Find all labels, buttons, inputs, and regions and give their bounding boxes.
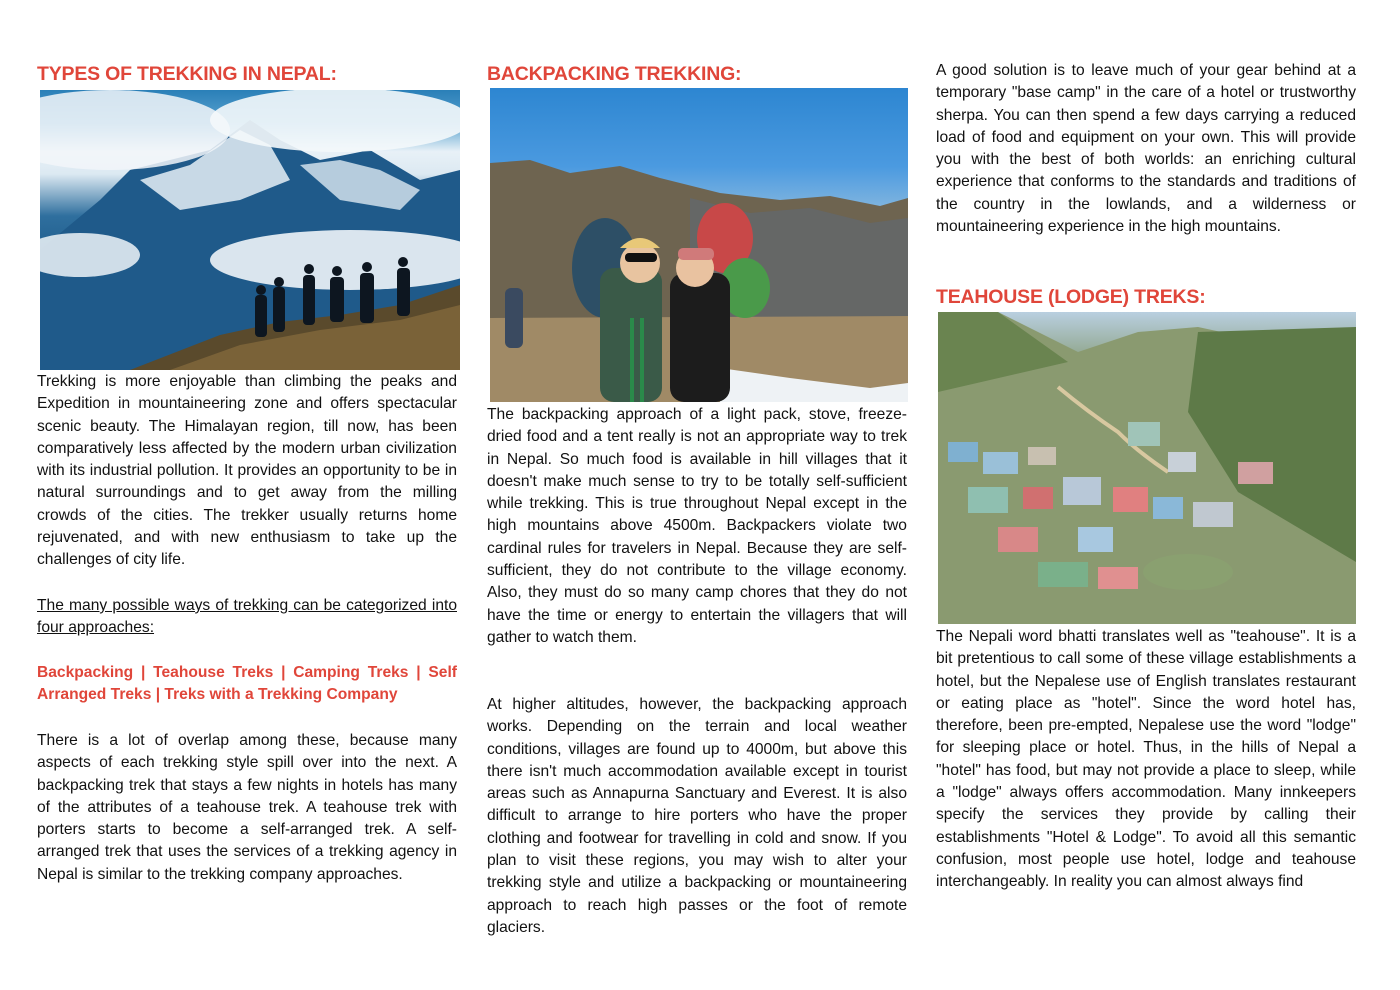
paragraph-bhatti-teahouse: The Nepali word bhatti translates well as "teahouse". It is a bit pretentious to call some of these village establishments a hotel, but the Nepalese use of English translates restaurant or eating place as "hotel". Since the word hotel has, therefore, been pre-empted, Nepalese use the word "lodge" for sleeping place or hotel. Thus, in the hills of Nepal a "hotel" has food, but may not provide a place to sleep, while a "lodge" always offers accommodation. Many innkeepers specify the services they provide by calling their establishments "Hotel & Lodge". To avoid all this semantic confusion, most people use hotel, lodge and teahouse interchangeably. In reality you can almost always find bbox=[936, 628, 1356, 891]
paragraph-base-camp: A good solution is to leave much of your gear behind at a temporary "base camp" in the care of a hotel or trustworthy sherpa. You can then spend a few days carrying a reduced load of food and equipment on your own. This will provide you with the best of both worlds: an enriching cultural experience that conforms to the standards and traditions of the country in the lowlands, and a wilderness or mountaineering experience in the high mountains. bbox=[936, 62, 1356, 236]
approaches-list: Backpacking | Teahouse Treks | Camping Treks | Self Arranged Treks | Treks with a Trekking Company bbox=[37, 664, 457, 704]
village-image-icon bbox=[938, 312, 1356, 624]
mountain-image-icon bbox=[40, 90, 460, 370]
paragraph-higher-altitudes: At higher altitudes, however, the backpacking approach works. Depending on the terrain and local weather conditions, villages are found up to 4000m, but above this there isn't much accommodation available except in tourist areas such as Annapurna Sanctuary and Everest. It is also difficult to arrange to hire porters who have the proper clothing and footwear for travelling in cold and snow. If you plan to visit these regions, you may wish to alter your trekking style and utilize a backpacking or mountaineering approach to reach high passes or the foot of remote glaciers. bbox=[487, 696, 907, 936]
paragraph-categorized-note: The many possible ways of trekking can be categorized into four approaches: bbox=[37, 597, 457, 637]
heading-backpacking: BACKPACKING TREKKING: bbox=[487, 63, 742, 85]
photo-trekkers-himalaya bbox=[40, 90, 460, 370]
backpackers-image-icon bbox=[490, 88, 908, 402]
photo-village bbox=[938, 312, 1356, 624]
paragraph-backpacking-approach: The backpacking approach of a light pack, stove, freeze-dried food and a tent really is not an appropriate way to trek in Nepal. So much food is available in hill villages that it doesn't make much sense to try to be totally self-sufficient while trekking. This is true throughout Nepal except in the high mountains above 4500m. Backpackers violate two cardinal rules for travelers in Nepal. Because they are self-sufficient, they do not contribute to the village economy. Also, they must do so many camp chores that they do not have the time or energy to entertain the villagers that will gather to watch them. bbox=[487, 406, 907, 646]
heading-teahouse: TEAHOUSE (LODGE) TREKS: bbox=[936, 286, 1206, 308]
paragraph-overlap: There is a lot of overlap among these, because many aspects of each trekking style spill over into the next. A backpacking trek that stays a few nights in hotels has many of the attributes of a teahouse trek. A teahouse trek with porters starts to become a self-arranged trek. A self- arranged trek that uses the services of a trekking agency in Nepal is similar to the trekking company approaches. bbox=[37, 732, 457, 883]
paragraph-intro: Trekking is more enjoyable than climbing the peaks and Expedition in mountaineering zone and offers spectacular scenic beauty. The Himalayan region, till now, has been comparatively less affected by the modern urban civilization with its industrial pollution. It provides an opportunity to be in natural surroundings and to get away from the milling crowds of the cities. The trekker usually returns home rejuvenated, and with new enthusiasm to take up the challenges of city life. bbox=[37, 373, 457, 569]
heading-types-of-trekking: TYPES OF TREKKING IN NEPAL: bbox=[37, 63, 337, 85]
photo-backpackers bbox=[490, 88, 908, 402]
